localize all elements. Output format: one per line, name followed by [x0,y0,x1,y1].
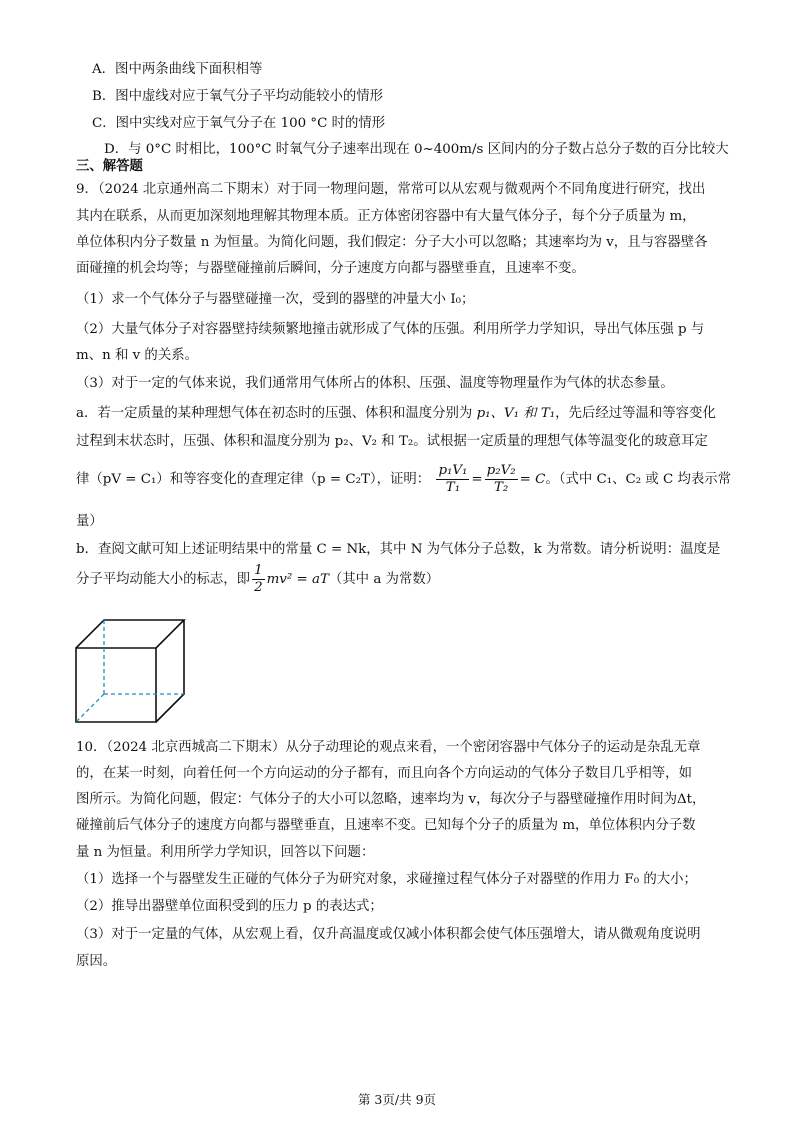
q10-part-2: （2）推导出器壁单位面积受到的压力 p 的表达式； [76,899,383,914]
q9-part-2a: （2）大量气体分子对容器壁持续频繁地撞击就形成了气体的压强。利用所学力学知识，导出气体压强 p 与 [76,322,705,337]
fraction-1-denominator: T₁ [445,480,461,495]
q9-a-line-2: 过程到末状态时，压强、体积和温度分别为 p₂、V₂ 和 T₂。试根据一定质量的理想气体等温变化的玻意耳定 [76,434,708,449]
q10-part-3b: 原因。 [76,954,117,969]
option-b: B．图中虚线对应于氧气分子平均动能较小的情形 [92,89,384,104]
fraction-2-denominator: T₂ [493,480,509,495]
half-numerator: 1 [254,563,263,578]
q9-line-2: 其内在联系，从而更加深刻地理解其物理本质。正方体密闭容器中有大量气体分子，每个分子质量为 m， [76,209,696,224]
option-a: A．图中两条曲线下面积相等 [92,62,263,77]
q9-part-2b: m、n 和 v 的关系。 [76,348,198,363]
q9-part-3: （3）对于一定的气体来说，我们通常用气体所占的体积、压强、温度等物理量作为气体的状态参量。 [76,376,674,391]
q10-line-5: 量 n 为恒量。利用所学力学知识，回答以下问题： [76,845,375,860]
fraction-1-numerator: p₁V₁ [438,463,468,478]
equals-c: = C [519,472,546,487]
q9-a-text-3-pre: 律（pV = C₁）和等容变化的查理定律（p = C₂T），证明： [76,472,431,487]
half-denominator: 2 [254,580,263,595]
q10-line-4: 碰撞前后气体分子的速度方向都与器壁垂直，且速率不变。已知每个分子的质量为 m，单位体积内分子数 [76,818,696,833]
page-footer: 第 3页/共 9页 [357,1092,437,1107]
fraction-2-numerator: p₂V₂ [486,463,516,478]
q9-a-text-mid: ，先后经过等温和等容变化 [555,406,716,421]
fraction-p2v2-t2 [485,463,518,496]
q9-b-line-2 [76,562,439,598]
q9-b-line-1: b．查阅文献可知上述证明结果中的常量 C = Nk，其中 N 为气体分子总数，k 为常数。请分析说明：温度是 [76,542,721,557]
option-c: C．图中实线对应于氧气分子在 100 °C 时的情形 [92,116,386,131]
cube-hidden-edge-diagonal [76,694,104,722]
option-d: D．与 0°C 时相比，100°C 时氧气分子速率出现在 0~400m/s 区间内的分子数占总分子数的百分比较大 [104,142,729,157]
q9-a-line-1 [76,404,716,424]
q10-line-1: 10．（2024 北京西城高二下期末）从分子动理论的观点来看，一个密闭容器中气体分子的运动是杂乱无章 [76,740,701,755]
q10-line-3: 图所示。为简化问题，假定：气体分子的大小可以忽略，速率均为 v，每次分子与器壁碰撞作用时间为Δt， [76,792,706,807]
fraction-p1v1-t1 [436,463,469,496]
cube-diagram [70,614,195,726]
q10-line-2: 的，在某一时刻，向着任何一个方向运动的分子都有，而且向各个方向运动的气体分子数目几乎相等，如 [76,766,692,781]
section-title: 三、解答题 [76,158,143,174]
q9-line-4: 面碰撞的机会均等；与器壁碰撞前后瞬间，分子速度方向都与器壁垂直，且速率不变。 [76,261,585,276]
q9-a-text-3-post: 。（式中 C₁、C₂ 或 C 均表示常 [545,472,732,487]
fraction-half [252,563,265,596]
q10-part-3a: （3）对于一定量的气体，从宏观上看，仅升高温度或仅减小体积都会使气体压强增大，请从微观角度说明 [76,927,701,942]
equals-sign: = [471,472,483,487]
q9-b-text-post: （其中 a 为常数） [328,572,440,587]
kinetic-energy-expression: mv² = aT [266,572,329,587]
q9-a-line-4: 量） [76,514,103,529]
q10-part-1: （1）选择一个与器壁发生正碰的气体分子为研究对象，求碰撞过程气体分子对器壁的作用力 F₀ 的大小； [76,872,697,887]
q9-line-3: 单位体积内分子数量 n 为恒量。为简化问题，我们假定：分子大小可以忽略；其速率均为 v，且与容器壁各 [76,235,708,250]
q9-b-text-pre: 分子平均动能大小的标志，即 [76,572,251,587]
cube-right-face [156,620,184,722]
q9-a-initial-state: p₁、V₁ 和 T₁ [476,406,556,421]
q9-a-line-3 [76,462,731,498]
cube-top-face [76,620,184,648]
q9-a-text-pre: a．若一定质量的某种理想气体在初态时的压强、体积和温度分别为 [76,406,477,421]
q9-part-1: （1）求一个气体分子与器壁碰撞一次，受到的器壁的冲量大小 I₀； [76,292,475,307]
q9-line-1: 9．（2024 北京通州高二下期末）对于同一物理问题，常常可以从宏观与微观两个不同角度进行研究，找出 [76,182,706,197]
